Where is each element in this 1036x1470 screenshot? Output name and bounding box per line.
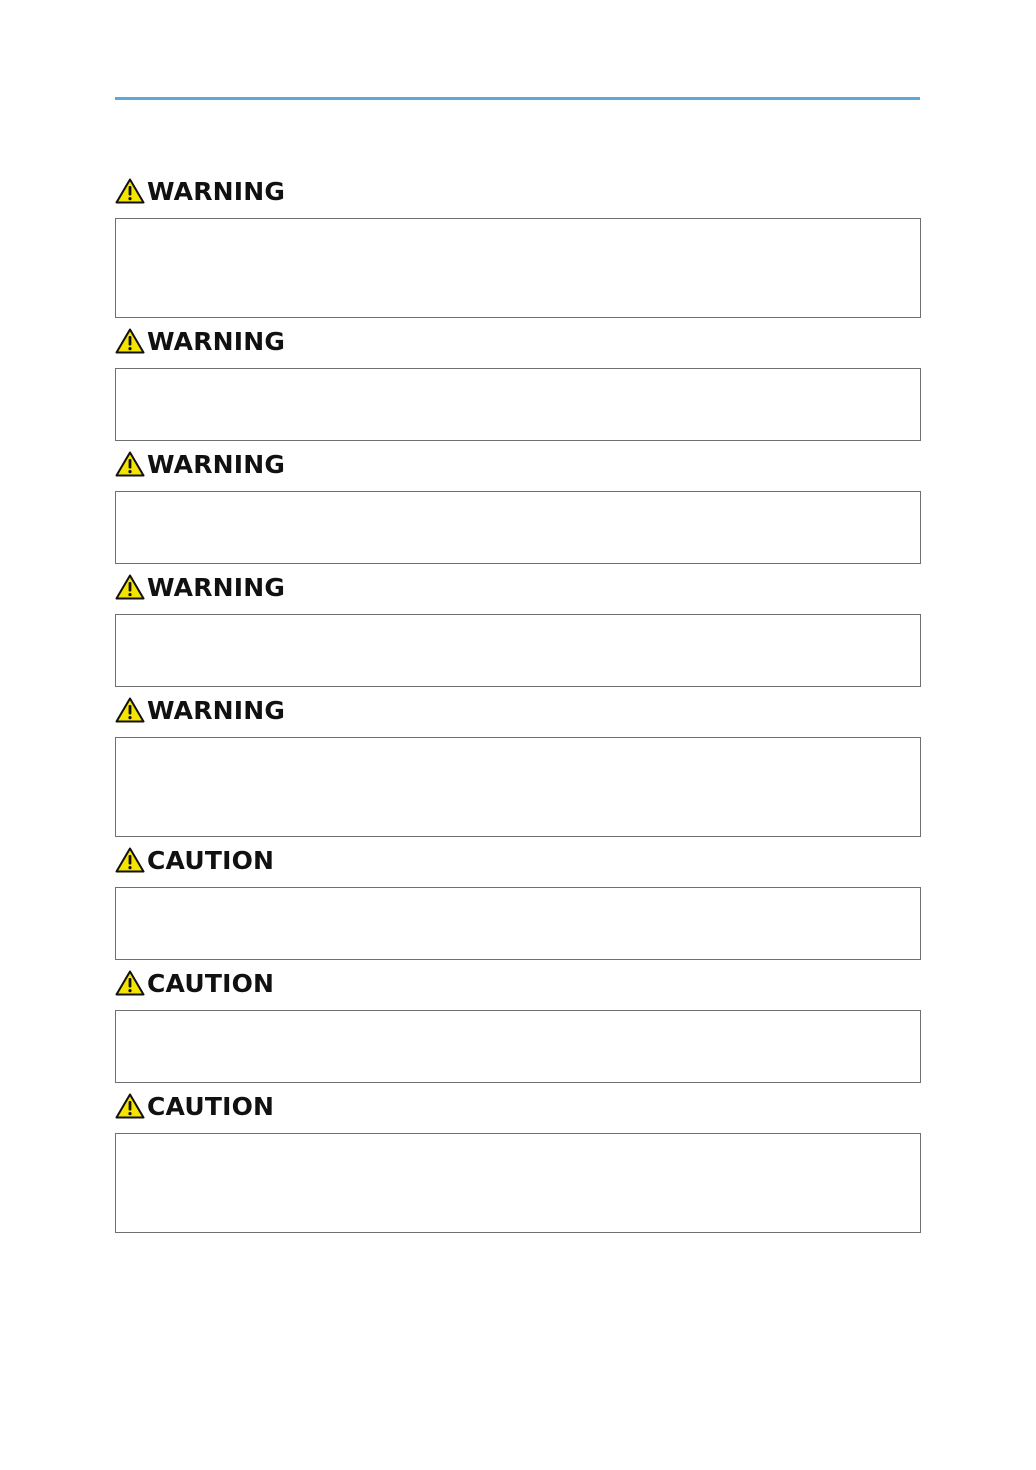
caution-notice xyxy=(115,1091,921,1233)
caution-notice xyxy=(115,968,921,1083)
warning-triangle-icon xyxy=(115,451,145,477)
notice-level: WARNING xyxy=(147,695,286,725)
notice-box xyxy=(115,737,921,837)
warning-triangle-icon xyxy=(115,574,145,600)
warning-triangle-icon xyxy=(115,178,145,204)
notice-heading xyxy=(115,176,921,206)
caution-triangle-icon xyxy=(115,847,145,873)
notice-box xyxy=(115,1010,921,1083)
notice-level: CAUTION xyxy=(147,1091,275,1121)
caution-triangle-icon xyxy=(115,970,145,996)
notice-box xyxy=(115,218,921,318)
notice-box xyxy=(115,1133,921,1233)
warning-notice xyxy=(115,449,921,564)
notice-heading xyxy=(115,695,921,725)
header-rule xyxy=(115,97,920,100)
notice-heading xyxy=(115,572,921,602)
notice-level: WARNING xyxy=(147,326,286,356)
warning-notice xyxy=(115,695,921,837)
warning-notice xyxy=(115,176,921,318)
notice-heading xyxy=(115,1091,921,1121)
notice-box xyxy=(115,887,921,960)
notice-level: WARNING xyxy=(147,449,286,479)
notice-heading xyxy=(115,968,921,998)
caution-notice xyxy=(115,845,921,960)
notice-heading xyxy=(115,326,921,356)
warning-notice xyxy=(115,326,921,441)
notice-level: CAUTION xyxy=(147,968,275,998)
notice-heading xyxy=(115,845,921,875)
warning-triangle-icon xyxy=(115,697,145,723)
caution-triangle-icon xyxy=(115,1093,145,1119)
notice-level: CAUTION xyxy=(147,845,275,875)
notice-heading xyxy=(115,449,921,479)
safety-notices xyxy=(115,176,921,1241)
notice-box xyxy=(115,368,921,441)
notice-box xyxy=(115,614,921,687)
notice-level: WARNING xyxy=(147,176,286,206)
notice-box xyxy=(115,491,921,564)
notice-level: WARNING xyxy=(147,572,286,602)
warning-notice xyxy=(115,572,921,687)
warning-triangle-icon xyxy=(115,328,145,354)
